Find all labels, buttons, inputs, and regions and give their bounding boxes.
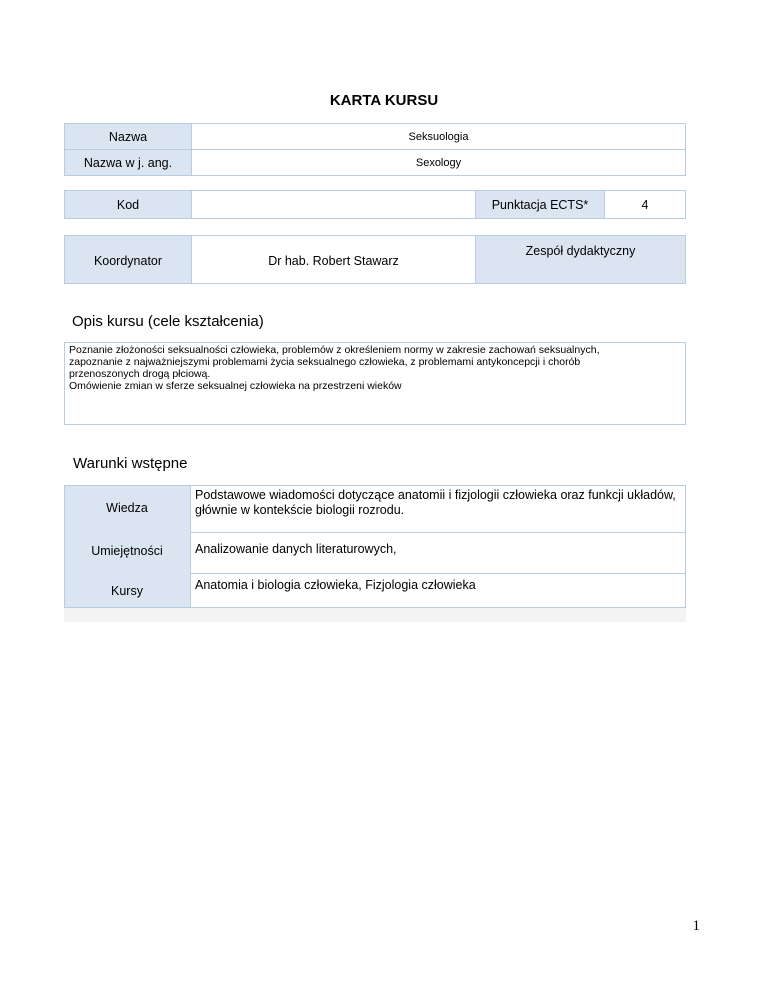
prereq-skills-value: Analizowanie danych literaturowych, [190,532,686,574]
coordinator-value: Dr hab. Robert Stawarz [191,235,476,284]
description-line: Omówienie zmian w sferze seksualnej człowieka na przestrzeni wieków [69,380,402,392]
coordinator-label: Koordynator [64,235,192,284]
code-value [191,190,476,219]
ects-value: 4 [604,190,686,219]
prerequisites-heading: Warunki wstępne [73,455,188,472]
prereq-knowledge-label: Wiedza [106,501,148,515]
name-value: Seksuologia [191,123,686,150]
page-title: KARTA KURSU [329,92,439,109]
prereq-skills-label: Umiejętności [91,544,163,558]
ects-label: Punktacja ECTS* [475,190,605,219]
code-label: Kod [64,190,192,219]
prereq-knowledge-value: Podstawowe wiadomości dotyczące anatomii i fizjologii człowieka oraz funkcji układów, głównie w kontekście biologii rozrodu. [190,485,686,533]
prereq-courses-label: Kursy [111,584,143,598]
prereq-courses-value: Anatomia i biologia człowieka, Fizjologia człowieka [190,573,686,608]
description-line: zapoznanie z najważniejszymi problemami życia seksualnego człowieka, z problemami antykoncepcji i chorób [69,356,581,368]
description-line: przenoszonych drogą płciową. [69,368,211,380]
teaching-team-label: Zespół dydaktyczny [475,235,686,284]
description-heading: Opis kursu (cele kształcenia) [72,313,264,330]
name-label: Nazwa [64,123,192,150]
table-shadow [64,608,686,622]
name-en-value: Sexology [191,149,686,176]
name-en-label: Nazwa w j. ang. [64,149,192,176]
page-number: 1 [692,918,700,934]
description-line: Poznanie złożoności seksualności człowieka, problemów z określeniem normy w zakresie zachowań seksualnych, [69,344,600,356]
description-box [64,342,686,425]
